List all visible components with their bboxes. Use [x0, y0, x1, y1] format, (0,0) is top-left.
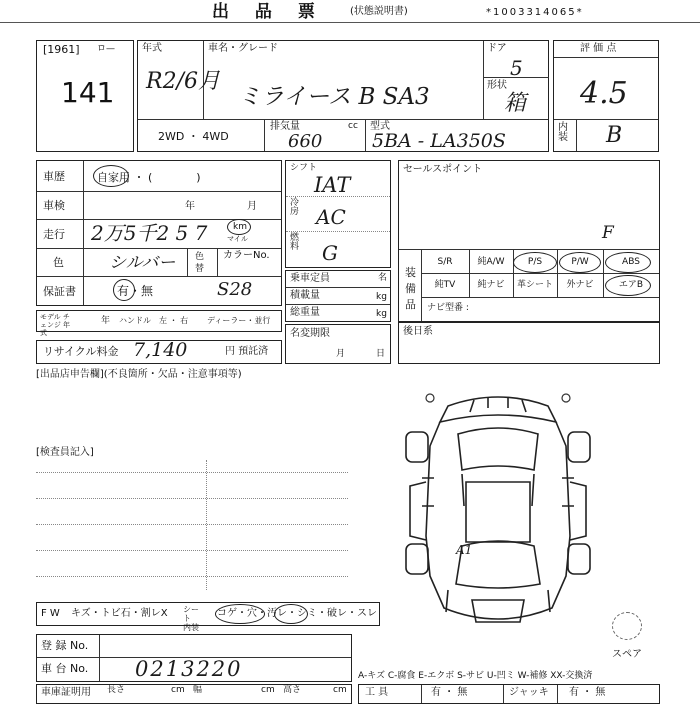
color-value: シルバー — [109, 253, 176, 273]
equip-airbag: エアB — [618, 280, 644, 290]
width-unit: cm — [261, 685, 275, 695]
equip-genuine-navi: 純ナビ — [477, 280, 505, 290]
name-change-month: 月 — [336, 349, 346, 359]
private-use-circle — [93, 165, 129, 187]
spare-label: スペア — [612, 649, 642, 660]
tools-box — [358, 684, 660, 704]
color-label: 色 — [53, 256, 64, 269]
score-value: 4.5 — [580, 76, 628, 111]
chassis-value: 0213220 — [135, 657, 243, 681]
score-label: 評 価 点 — [580, 43, 617, 54]
interior-label: 内装 — [558, 122, 568, 143]
warranty-value: 有・無 — [117, 284, 154, 298]
history-box — [36, 160, 282, 306]
equipment-label: 装備品 — [405, 266, 416, 311]
total-weight-label: 総重量 — [290, 307, 320, 318]
fw-text: キズ・トビ石・割レX — [71, 608, 168, 619]
model-change-strip — [36, 310, 282, 337]
equip-abs: ABS — [622, 257, 640, 267]
warranty-label: 保証書 — [43, 285, 76, 298]
inspection-label: 車検 — [43, 199, 65, 212]
color-change-label: 色替 — [195, 252, 205, 274]
garage-cert-label: 車庫証明用 — [41, 687, 91, 698]
garage-cert-box — [36, 684, 352, 704]
capacity-box — [285, 270, 391, 322]
name-change-day: 日 — [376, 349, 386, 359]
header-rule — [0, 22, 700, 23]
year-label: 年式 — [142, 43, 162, 54]
height-unit: cm — [333, 685, 347, 695]
document-subtitle: (状態説明書) — [350, 6, 408, 17]
equip-alloy-wheel: 純A/W — [477, 257, 505, 267]
lot-suffix: ロ— — [97, 44, 116, 54]
inspection-year: 年 — [185, 201, 195, 212]
load-unit: kg — [376, 292, 387, 302]
equip-sunroof: S/R — [437, 257, 453, 267]
rear-seat-box — [398, 322, 660, 364]
airbag-circle — [605, 275, 651, 296]
name-change-label: 名変期限 — [290, 328, 330, 339]
seat-text: コゲ・穴・汚レ・シミ・破レ・スレ — [217, 608, 377, 619]
fw-strip — [36, 602, 380, 632]
recycle-unit: 円 預託済 — [225, 346, 269, 357]
mileage-label: 走行 — [43, 228, 65, 241]
sales-point-box — [398, 160, 660, 322]
interior-value: B — [606, 123, 623, 148]
dealer-import: ディーラー・並行 — [207, 316, 271, 325]
pw-circle — [559, 252, 601, 273]
history-label: 車歴 — [43, 170, 65, 183]
vehicle-info-box — [137, 40, 549, 152]
handle-side: ハンドル 左 ・ 右 — [119, 316, 189, 325]
lot-box — [36, 40, 134, 152]
color-no-label: カラーNo. — [223, 250, 270, 261]
shift-label: シフト — [290, 163, 318, 173]
equip-genuine-tv: 純TV — [434, 280, 456, 290]
chassis-label: 車 台 No. — [41, 662, 89, 675]
model-change-label: モデル チェンジ 年式 — [40, 313, 71, 337]
warranty-yes-circle — [113, 279, 135, 301]
recycle-value: 7,140 — [133, 339, 188, 361]
length-label: 長さ — [107, 685, 126, 695]
name-grade-label: 車名・グレード — [208, 43, 278, 54]
drive-type: 2WD ・ 4WD — [158, 130, 229, 143]
document-title: 出 品 票 — [212, 2, 325, 22]
diagram-mark: A1 — [456, 543, 473, 557]
score-box — [553, 40, 659, 152]
lot-year-code: [1961] — [43, 43, 80, 56]
inspector-label: [検査員記入] — [36, 447, 94, 458]
equip-leather-seat: 革シート — [516, 280, 553, 290]
tools-value: 有 ・ 無 — [431, 687, 468, 698]
seller-note-label: [出品店申告欄](不良箇所・欠品・注意事項等) — [36, 369, 242, 380]
displacement-label: 排気量 — [270, 121, 300, 132]
total-weight-unit: kg — [376, 309, 387, 319]
serial-number: *1003314065* — [486, 7, 584, 18]
load-label: 積載量 — [290, 290, 320, 301]
jack-value: 有 ・ 無 — [569, 687, 606, 698]
shift-ac-fuel-box — [285, 160, 391, 268]
equip-power-steering: P/S — [527, 257, 543, 267]
history-value: 自家用 ・ ( ) — [97, 171, 201, 184]
shift-value: IAT — [314, 173, 351, 197]
ps-circle — [513, 252, 557, 273]
name-change-box — [285, 324, 391, 364]
shape-value: 箱 — [504, 91, 527, 116]
recycle-strip — [36, 340, 282, 364]
navi-model-label: ナビ型番 : — [427, 303, 469, 313]
inspection-month: 月 — [247, 201, 257, 212]
model-value: 5BA - LA350S — [372, 130, 506, 152]
color-no-value: S28 — [217, 279, 253, 300]
seat-label: シート 内装 — [183, 605, 199, 632]
jack-label: ジャッキ — [509, 687, 549, 698]
mileage-km: km — [233, 222, 247, 232]
model-label: 型式 — [370, 121, 390, 132]
name-grade-value: ミライース B SA3 — [238, 84, 430, 110]
equip-power-window: P/W — [571, 257, 589, 267]
door-label: ドア — [487, 43, 507, 54]
mileage-value: 2万5千2 5 7 — [91, 221, 208, 245]
equipment-mark: F — [602, 223, 614, 243]
abs-circle — [605, 252, 651, 273]
height-label: 高さ — [283, 685, 302, 695]
spare-tire-icon — [612, 612, 642, 640]
fuel-label: 燃料 — [290, 233, 300, 252]
fuel-value: G — [322, 241, 338, 265]
registration-box — [36, 634, 352, 682]
ac-value: AC — [316, 205, 346, 229]
damage-legend: A-キズ C-腐食 E-エクボ S-サビ U-凹ミ W-補修 XX-交換済 — [358, 671, 593, 681]
sales-point-label: セールスポイント — [403, 164, 483, 175]
tools-label: 工 具 — [365, 687, 389, 698]
km-circle — [227, 219, 251, 235]
car-diagram — [400, 386, 596, 638]
rear-seat-label: 後日系 — [403, 326, 433, 337]
displacement-unit: cc — [348, 121, 358, 131]
width-label: 幅 — [193, 685, 203, 695]
equip-aftermarket-navi: 外ナビ — [566, 280, 594, 290]
shape-label: 形状 — [487, 80, 507, 91]
burn-hole-circle — [215, 604, 265, 624]
fw-label: F W — [41, 608, 60, 619]
ac-label: 冷房 — [290, 198, 300, 217]
lot-number: 141 — [61, 76, 115, 109]
stain-circle — [274, 604, 308, 624]
displacement-value: 660 — [288, 131, 323, 152]
recycle-label: リサイクル料金 — [43, 345, 119, 358]
passengers-label: 乗車定員 — [290, 273, 330, 284]
door-value: 5 — [510, 56, 523, 80]
model-change-year-unit: 年 — [101, 316, 111, 326]
mileage-mile: マイル — [227, 235, 248, 243]
passengers-unit: 名 — [378, 273, 388, 283]
registration-label: 登 録 No. — [41, 639, 89, 652]
year-value: R2/6月 — [146, 69, 220, 94]
length-unit: cm — [171, 685, 185, 695]
